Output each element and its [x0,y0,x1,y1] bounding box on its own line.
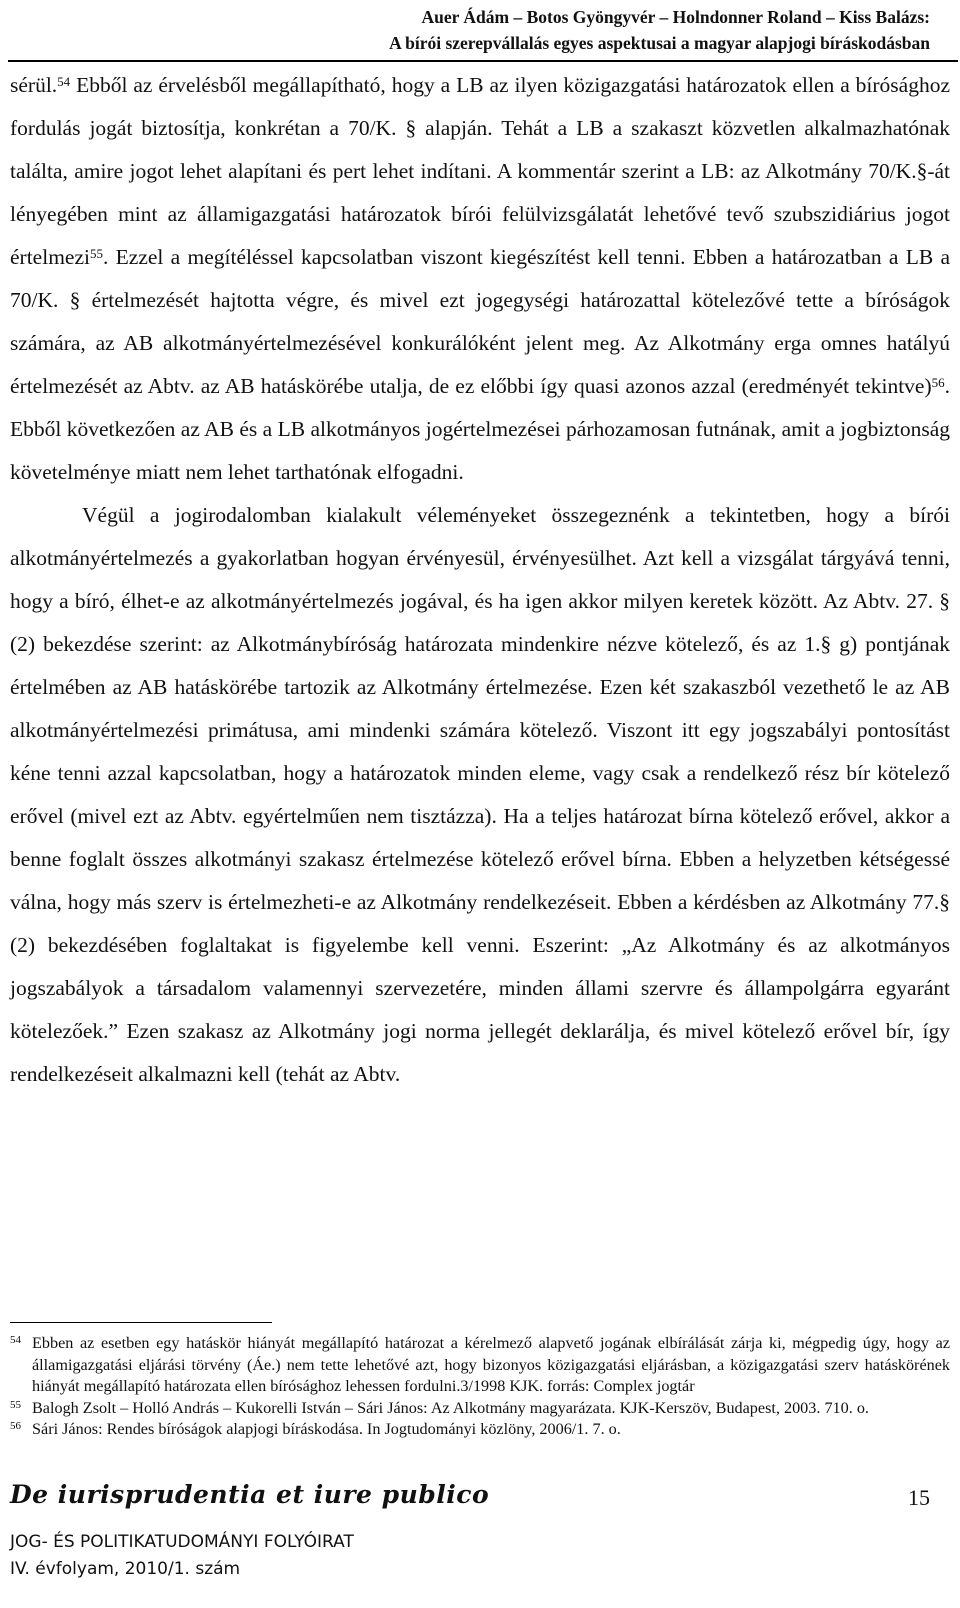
footnote-text: Sári János: Rendes bíróságok alapjogi bíráskodása. In Jogtudományi közlöny, 2006/1. 7. o. [32,1420,621,1438]
footnote-number: 55 [10,1398,21,1411]
footnote-ref-54[interactable]: 54 [57,74,71,89]
footnote-number: 56 [10,1420,21,1432]
journal-name: JOG- ÉS POLITIKATUDOMÁNYI FOLYÓIRAT [10,1532,354,1552]
header-rule [8,60,958,62]
main-text [10,64,950,1096]
footnote-separator [10,1322,272,1323]
paragraph-1-part-b: Ebből az érvelésből megállapítható, hogy a LB az ilyen közigazgatási határozatok ellen a bírósághoz fordulás jogát biztosítja, konkrétan a 70/K. § alapján. Tehát a LB a szakaszt közvetlen alkalmazhatónak találta, amire jogot lehet alapítani és pert lehet indítani. A kommentár szerint a LB: az Alkotmány 70/K.§-át lényegében mint az államigazgatási határozatok bírói felülvizsgálatát lehetővé tevő szubszidiárius jogot értelmezi [10,73,950,269]
journal-title: De iurisprudentia et iure publico [10,1480,490,1509]
footnote-56 [10,1419,950,1441]
paragraph-1-part-c: . Ezzel a megítéléssel kapcsolatban viszont kiegészítést kell tenni. Ebben a határozatban a LB a 70/K. § értelmezését hajtotta végre, és mivel ezt jogegységi határozattal kötelezővé tette a bíróságok számára, az AB alkotmányértelmezésével konkurálóként jelent meg. Az Alkotmány erga omnes hatályú értelmezését az Abtv. az AB hatáskörébe utalja, de ez előbbi így quasi azonos azzal (eredményét tekintve) [10,245,950,398]
header-title: A bírói szerepvállalás egyes aspektusai a magyar alapjogi bíráskodásban [389,33,930,53]
header-authors: Auer Ádám – Botos Gyöngyvér – Holndonner Roland – Kiss Balázs: [421,7,930,27]
footnote-ref-55[interactable]: 55 [89,246,103,261]
footnote-54 [10,1333,950,1398]
footnote-55 [10,1398,950,1420]
journal-issue: IV. évfolyam, 2010/1. szám [10,1559,241,1579]
footnote-ref-56[interactable]: 56 [931,375,945,390]
paragraph-1-part-a: sérül. [10,73,58,97]
paragraph-1 [10,64,950,494]
paragraph-1-part-d: . Ebből következően az AB és a LB alkotmányos jogértelmezései párhozamosan futnának, amit a jogbiztonság követelménye miatt nem lehet tarthatónak elfogadni. [10,374,950,484]
footnote-text: Balogh Zsolt – Holló András – Kukorelli István – Sári János: Az Alkotmány magyarázata. KJK-Kerszöv, Budapest, 2003. 710. o. [32,1398,869,1417]
paragraph-2: Végül a jogirodalomban kialakult véleményeket összegeznénk a tekintetben, hogy a bírói alkotmányértelmezés a gyakorlatban hogyan érvényesül, érvényesülhet. Azt kell a vizsgálat tárgyává tenni, hogy a bíró, élhet-e az alkotmányértelmezés jogával, és ha igen akkor milyen keretek között. Az Abtv. 27. § (2) bekezdése szerint: az Alkotmánybíróság határozata mindenkire nézve kötelező, és az 1.§ g) pontjának értelmében az AB hatáskörébe tartozik az Alkotmány értelmezése. Ezen két szakaszból vezethető le az AB alkotmányértelmezési primátusa, ami mindenki számára kötelező. Viszont itt egy jogszabályi pontosítást kéne tenni azzal kapcsolatban, hogy a határozatok minden eleme, vagy csak a rendelkező rész bír kötelező erővel (mivel ezt az Abtv. egyértelműen nem tisztázza). Ha a teljes határozat bírna kötelező erővel, akkor a benne foglalt összes alkotmányi szakasz értelmezése kötelező erővel bírna. Ebben a helyzetben kétségessé válna, hogy más szerv is értelmezheti-e az Alkotmány rendelkezéseit. Ebben a kérdésben az Alkotmány 77.§ (2) bekezdésében foglaltakat is figyelembe kell venni. Eszerint: „Az Alkotmány és az alkotmányos jogszabályok a társadalom valamennyi szervezetére, minden állami szervre és állampolgárra egyaránt kötelezőek.” Ezen szakasz az Alkotmány jogi norma jellegét deklarálja, és mivel kötelező erővel bír, így rendelkezéseit alkalmazni kell (tehát az Abtv. [10,503,950,1086]
footnote-number: 54 [10,1334,21,1346]
footnotes [10,1333,950,1441]
page-number: 15 [908,1485,930,1510]
running-header [389,4,930,56]
footnote-text: Ebben az esetben egy hatáskör hiányát megállapító határozat a kérelmező alapvető jogának elbírálását zárja ki, mégpedig úgy, hogy az államigazgatási eljárási törvény (Áe.) nem tette lehetővé azt, hogy bizonyos közigazgatási eljárásban, a közigazgatási szerv hatáskörének hiányát megállapító határozata ellen bírósághoz lehessen fordulni.3/1998 KJK. forrás: Complex jogtár [32,1334,950,1395]
